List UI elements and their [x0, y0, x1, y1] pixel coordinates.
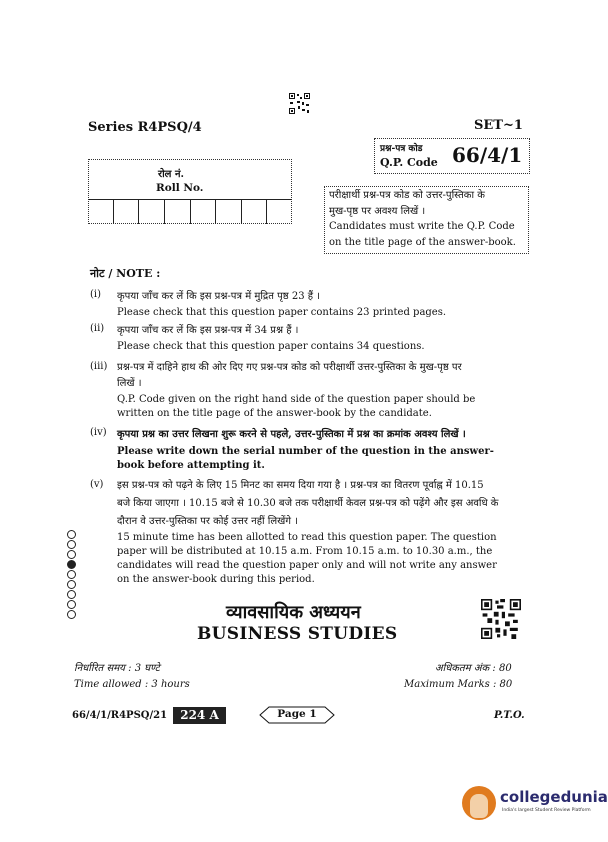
- circle-icon: [67, 610, 76, 619]
- roll-cell[interactable]: [191, 199, 217, 224]
- page-number-badge: [259, 706, 335, 724]
- series-label: Series R4PSQ/4: [88, 120, 202, 135]
- roll-number-hindi-label: रोल नं.: [158, 169, 184, 180]
- note-english-text: Please write down the serial number of the question in the answer-: [117, 446, 494, 457]
- subject-title-hindi: व्यावसायिक अध्ययन: [226, 602, 361, 623]
- note-english-text: on the answer-book during this period.: [117, 574, 315, 585]
- note-hindi-text: कृपया प्रश्न का उत्तर लिखना शुरू करने से पहले, उत्तर-पुस्तिका में प्रश्न का क्रमांक अवश्य लिखें ।: [117, 429, 466, 440]
- note-english-text: book before attempting it.: [117, 460, 265, 471]
- note-hindi-text: कृपया जाँच कर लें कि इस प्रश्न-पत्र में 34 प्रश्न हैं ।: [117, 325, 299, 336]
- set-label: SET~1: [474, 118, 523, 133]
- candidate-english-line-2: on the title page of the answer-book.: [329, 236, 516, 248]
- note-hindi-text: प्रश्न-पत्र में दाहिने हाथ की ओर दिए गए प्रश्न-पत्र कोड को परीक्षार्थी उत्तर-पुस्तिका के मुख-पृष्ठ पर: [117, 362, 462, 373]
- collegedunia-logo: collegedunia India's largest Student Review Platform: [462, 784, 588, 824]
- time-allowed-hindi: निर्धारित समय : 3 घण्टे: [74, 663, 160, 674]
- candidate-instruction-box: [324, 186, 529, 254]
- note-hindi-text: इस प्रश्न-पत्र को पढ़ने के लिए 15 मिनट का समय दिया गया है । प्रश्न-पत्र का वितरण पूर्वाह्न में 10.15: [117, 480, 484, 491]
- qp-code-label: Q.P. Code: [380, 156, 438, 169]
- note-number: (i): [90, 289, 102, 300]
- time-allowed: Time allowed : 3 hours: [74, 679, 190, 690]
- pto-label: P.T.O.: [494, 710, 525, 721]
- note-number: (v): [90, 479, 104, 490]
- note-number: (ii): [90, 323, 105, 334]
- note-english-text: Please check that this question paper contains 23 printed pages.: [117, 307, 447, 318]
- roll-cell[interactable]: [216, 199, 242, 224]
- roll-cell[interactable]: [242, 199, 268, 224]
- maximum-marks-hindi: अधिकतम अंक : 80: [435, 663, 512, 674]
- circle-icon: [67, 590, 76, 599]
- note-hindi-text: कृपया जाँच कर लें कि इस प्रश्न-पत्र में मुद्रित पृष्ठ 23 हैं ।: [117, 291, 321, 302]
- circle-icon: [67, 570, 76, 579]
- qp-code-hindi-label: प्रश्न-पत्र कोड: [380, 144, 423, 154]
- candidate-hindi-line-2: मुख-पृष्ठ पर अवश्य लिखें ।: [329, 205, 426, 217]
- note-english-text: Q.P. Code given on the right hand side of the question paper should be: [117, 394, 476, 405]
- circle-icon: [67, 550, 76, 559]
- roll-cell[interactable]: [88, 199, 114, 224]
- note-heading: नोट / NOTE :: [90, 267, 161, 280]
- circle-icon: [67, 600, 76, 609]
- footer-paper-code: 66/4/1/R4PSQ/21: [72, 710, 168, 721]
- roll-number-cells[interactable]: [88, 199, 292, 224]
- roll-cell[interactable]: [267, 199, 292, 224]
- note-number: (iii): [90, 361, 108, 372]
- qp-code-value: 66/4/1: [452, 143, 523, 167]
- note-english-text: candidates will read the question paper only and will not write any answer: [117, 560, 497, 571]
- roll-cell[interactable]: [165, 199, 191, 224]
- maximum-marks: Maximum Marks : 80: [404, 679, 513, 690]
- circle-icon: [67, 540, 76, 549]
- page-number: Page 1: [277, 708, 317, 720]
- note-english-text: written on the title page of the answer-book by the candidate.: [117, 408, 432, 419]
- roll-cell[interactable]: [114, 199, 140, 224]
- note-hindi-text: दौरान वे उत्तर-पुस्तिका पर कोई उत्तर नहीं लिखेंगे ।: [117, 516, 298, 527]
- candidate-english-line-1: Candidates must write the Q.P. Code: [329, 221, 515, 232]
- note-english-text: paper will be distributed at 10.15 a.m. From 10.15 a.m. to 10.30 a.m., the: [117, 546, 493, 557]
- qr-code-icon: [288, 92, 311, 115]
- qr-code-icon: [481, 599, 521, 639]
- note-english-text: 15 minute time has been allotted to read this question paper. The question: [117, 532, 497, 543]
- roll-number-label: Roll No.: [156, 182, 204, 194]
- roll-cell[interactable]: [139, 199, 165, 224]
- circle-icon: [67, 530, 76, 539]
- circle-icon: [67, 580, 76, 589]
- note-english-text: Please check that this question paper contains 34 questions.: [117, 341, 425, 352]
- note-hindi-text: लिखें ।: [117, 378, 142, 389]
- margin-circles: [66, 530, 80, 620]
- footer-badge: 224 A: [173, 707, 226, 724]
- candidate-hindi-line-1: परीक्षार्थी प्रश्न-पत्र कोड को उत्तर-पुस्तिका के: [329, 190, 485, 201]
- note-number: (iv): [90, 427, 107, 438]
- note-hindi-text: बजे किया जाएगा । 10.15 बजे से 10.30 बजे तक परीक्षार्थी केवल प्रश्न-पत्र को पढ़ेंगे और इस अवधि के: [117, 498, 499, 509]
- filled-circle-icon: [67, 560, 76, 569]
- logo-mascot-icon: [462, 786, 496, 820]
- subject-title: BUSINESS STUDIES: [197, 624, 398, 644]
